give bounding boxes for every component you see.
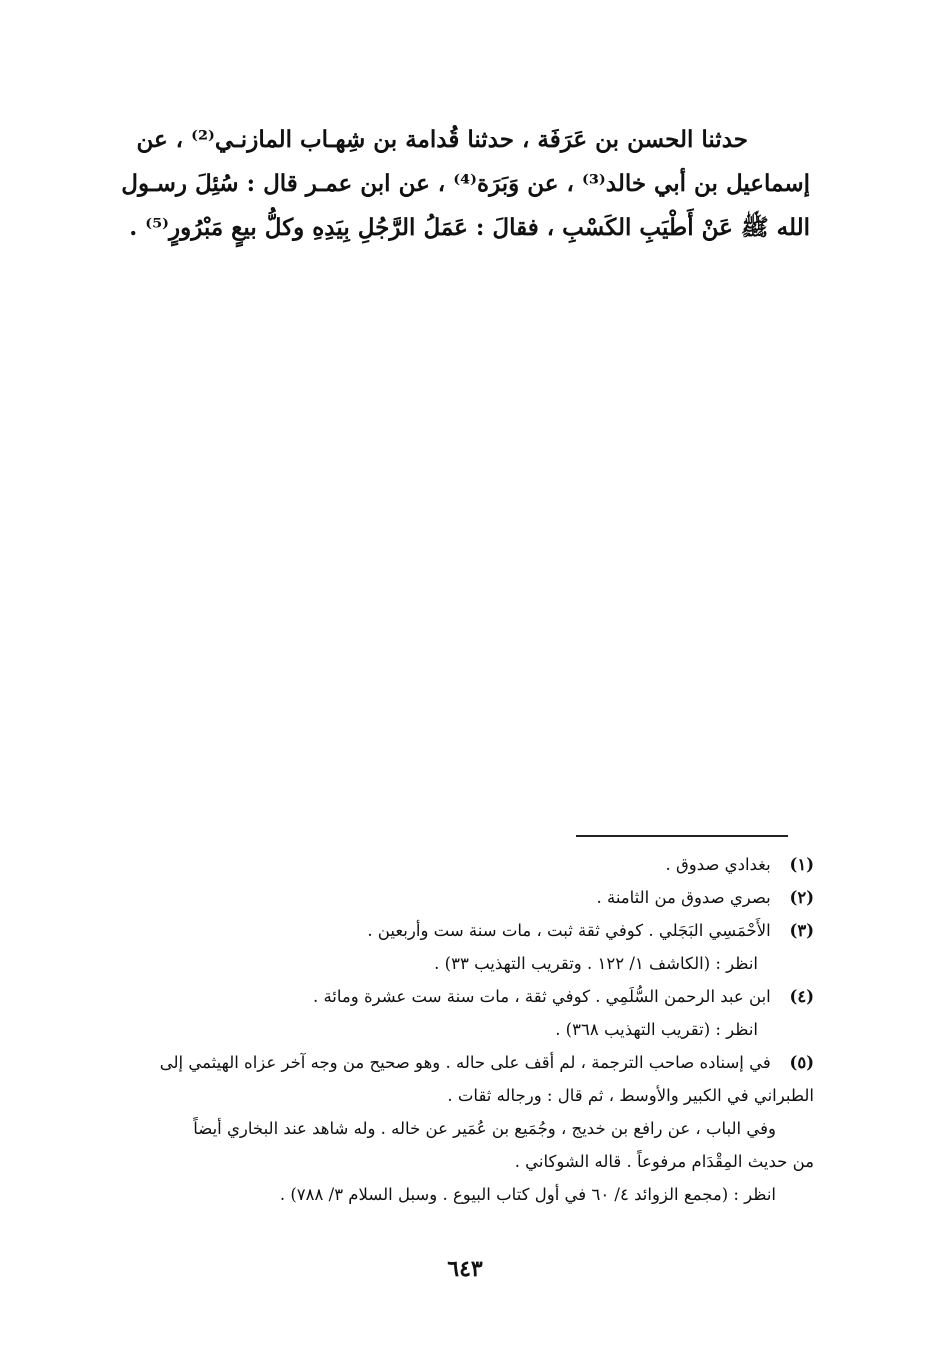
footnote-reference: انظر : (مجمع الزوائد ٤/ ٦٠ في أول كتاب البيوع . وسبل السلام ٣/ ٧٨٨) . <box>279 1185 776 1204</box>
footnote-1 <box>92 848 814 881</box>
footnote-text: بغدادي صدوق . <box>665 855 771 874</box>
footnote-text: الأَحْمَسِي البَجَلي . كوفي ثقة ثبت ، مات سنة ست وأربعين . <box>367 921 771 940</box>
footnote-5 <box>92 1046 814 1211</box>
footnote-text: ابن عبد الرحمن السُّلَمِي . كوفي ثقة ، مات سنة ست عشرة ومائة . <box>312 987 771 1006</box>
footnotes <box>92 848 814 1211</box>
footnote-text: وفي الباب ، عن رافع بن خديج ، وجُمَيع بن عُمَير عن خاله . وله شاهد عند البخاري أيضاً <box>193 1119 776 1138</box>
footnote-number: (٢) <box>789 888 814 907</box>
page-number: ٦٤٣ <box>447 1256 483 1282</box>
footnote-text: بصري صدوق من الثامنة . <box>596 888 771 907</box>
footnote-3 <box>92 914 814 980</box>
footnote-number: (٣) <box>789 921 814 940</box>
footnote-2 <box>92 881 814 914</box>
hadith-text <box>100 118 810 250</box>
footnote-text: من حديث المِقْدَام مرفوعاً . قاله الشوكاني . <box>514 1152 814 1171</box>
footnote-text: في إسناده صاحب الترجمة ، لم أقف على حاله . وهو صحيح من وجه آخر عزاه الهيثمي إلى <box>159 1053 771 1072</box>
hadith-line: إسماعيل بن أبي خالد⁽³⁾ ، عن وَبَرَة⁽⁴⁾ ، عن ابن عمـر قال : سُئِلَ رسـول <box>121 170 810 197</box>
footnote-divider <box>576 835 788 837</box>
footnote-number: (٤) <box>789 987 814 1006</box>
footnote-number: (١) <box>789 855 814 874</box>
footnote-reference: انظر : (الكاشف ١/ ١٢٢ . وتقريب التهذيب ٣٣) . <box>434 954 758 973</box>
footnote-reference: انظر : (تقريب التهذيب ٣٦٨) . <box>555 1020 758 1039</box>
footnote-number: (٥) <box>789 1053 814 1072</box>
footnote-text: الطبراني في الكبير والأوسط ، ثم قال : ورجاله ثقات . <box>447 1086 814 1105</box>
footnote-4 <box>92 980 814 1046</box>
hadith-line: حدثنا الحسن بن عَرَفَة ، حدثنا قُدامة بن شِهـاب المازنـي⁽²⁾ ، عن <box>136 126 748 153</box>
hadith-line: الله ﷺ عَنْ أَطْيَبِ الكَسْبِ ، فقالَ : عَمَلُ الرَّجُلِ بِيَدِهِ وكلُّ بيعٍ مَبْرُورٍ⁽⁵⁾ . <box>129 214 810 241</box>
